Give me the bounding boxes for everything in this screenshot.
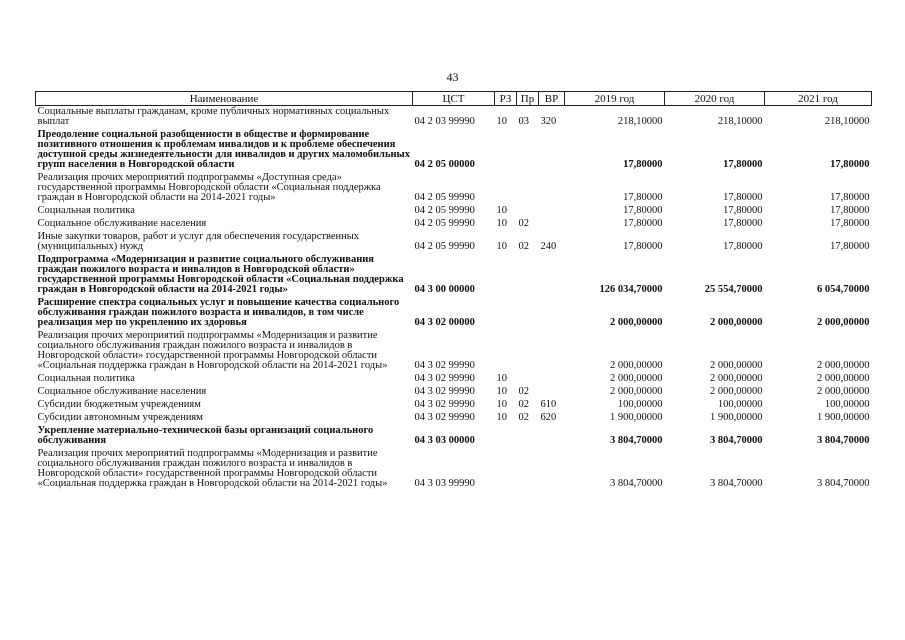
cell-cst: 04 3 02 99990	[414, 360, 475, 371]
cell-pr	[517, 129, 539, 172]
cell-name: Социальная политика	[37, 373, 135, 384]
cell-cst: 04 3 00 00000	[414, 284, 475, 295]
cell-cst: 04 3 03 00000	[414, 435, 475, 446]
cell-rz: 10	[496, 412, 507, 423]
table-row	[36, 218, 872, 231]
cell-pr	[517, 448, 539, 491]
cell-cst: 04 3 03 99990	[414, 478, 475, 489]
cell-2021: 2 000,00000	[817, 360, 870, 371]
cell-vr: 620	[540, 412, 557, 423]
cell-rz: 10	[496, 386, 507, 397]
cell-name: Укрепление материально-технической базы организаций социального обслуживания	[37, 425, 374, 446]
cell-vr	[539, 205, 565, 218]
cell-2020: 2 000,00000	[710, 373, 763, 384]
cell-rz	[495, 330, 517, 373]
cell-vr	[539, 448, 565, 491]
cell-2020: 2 000,00000	[710, 360, 763, 371]
cell-2020: 1 900,00000	[710, 412, 763, 423]
cell-2021: 100,00000	[824, 399, 870, 410]
cell-2021: 17,80000	[830, 218, 870, 229]
table-row	[36, 399, 872, 412]
cell-pr	[517, 330, 539, 373]
cell-2020: 3 804,70000	[710, 435, 763, 446]
cell-2019: 218,10000	[617, 116, 663, 127]
cell-2021: 6 054,70000	[817, 284, 870, 295]
cell-vr	[539, 373, 565, 386]
cell-pr: 02	[518, 241, 529, 252]
cell-2020: 17,80000	[723, 159, 763, 170]
cell-rz	[495, 448, 517, 491]
cell-vr: 240	[540, 241, 557, 252]
cell-2020: 17,80000	[723, 192, 763, 203]
cell-rz	[495, 129, 517, 172]
cell-pr	[517, 205, 539, 218]
cell-2019: 126 034,70000	[599, 284, 663, 295]
cell-2021: 17,80000	[830, 241, 870, 252]
cell-name: Подпрограмма «Модернизация и развитие социального обслуживания граждан пожилого возраста и инвалидов в Новгородской области» государственной программы Новгородской области «Социальная поддержка граждан в Новгородской области на 2014-2021 годы»	[37, 254, 404, 295]
table-row	[36, 205, 872, 218]
cell-rz	[495, 254, 517, 297]
cell-2020: 2 000,00000	[710, 317, 763, 328]
cell-cst: 04 2 05 99990	[414, 218, 475, 229]
cell-2020: 17,80000	[723, 241, 763, 252]
cell-pr	[517, 297, 539, 330]
cell-2021: 1 900,00000	[817, 412, 870, 423]
cell-2020: 2 000,00000	[710, 386, 763, 397]
table-body	[36, 106, 872, 492]
header-cst: ЦСТ	[413, 92, 495, 106]
table-row	[36, 373, 872, 386]
cell-vr	[539, 129, 565, 172]
cell-name: Субсидии автономным учреждениям	[37, 412, 203, 423]
header-2020: 2020 год	[665, 92, 765, 106]
table-row	[36, 231, 872, 254]
cell-rz: 10	[496, 205, 507, 216]
cell-pr: 02	[518, 218, 529, 229]
cell-2021: 17,80000	[830, 192, 870, 203]
cell-2020: 17,80000	[723, 205, 763, 216]
header-name: Наименование	[36, 92, 413, 106]
cell-2021: 2 000,00000	[817, 317, 870, 328]
cell-2021: 17,80000	[830, 159, 870, 170]
header-pr: Пр	[517, 92, 539, 106]
cell-vr	[539, 254, 565, 297]
table-row	[36, 425, 872, 448]
cell-cst: 04 2 03 99990	[414, 116, 475, 127]
cell-2020: 17,80000	[723, 218, 763, 229]
cell-name: Расширение спектра социальных услуг и повышение качества социального обслуживания граждан пожилого возраста и инвалидов, в том числе реализация мер по укреплению их здоровья	[37, 297, 400, 328]
cell-2021: 17,80000	[830, 205, 870, 216]
cell-2019: 2 000,00000	[610, 373, 663, 384]
cell-name: Социальное обслуживание населения	[37, 218, 207, 229]
page-number: 43	[446, 70, 459, 84]
cell-name: Реализация прочих мероприятий подпрограммы «Доступная среда» государственной программы Новгородской области «Социальная поддержка граждан в Новгородской области на 2014-2021 годы»	[37, 172, 381, 203]
cell-cst: 04 3 02 99990	[414, 412, 475, 423]
cell-pr	[517, 425, 539, 448]
cell-rz: 10	[496, 116, 507, 127]
cell-2019: 3 804,70000	[610, 478, 663, 489]
table-row	[36, 330, 872, 373]
cell-vr: 610	[540, 399, 557, 410]
cell-vr	[539, 172, 565, 205]
cell-2019: 100,00000	[617, 399, 663, 410]
cell-vr: 320	[540, 116, 557, 127]
table-row	[36, 386, 872, 399]
cell-cst: 04 2 05 99990	[414, 192, 475, 203]
header-rz: РЗ	[495, 92, 517, 106]
cell-vr	[539, 425, 565, 448]
cell-name: Реализация прочих мероприятий подпрограммы «Модернизация и развитие социального обслуживания граждан пожилого возраста и инвалидов в Новгородской области» государственной программы Новгородской области «Социальная поддержка граждан в Новгородской области на 2014-2021 годы»	[37, 448, 388, 489]
cell-2020: 218,10000	[717, 116, 763, 127]
cell-vr	[539, 330, 565, 373]
cell-2019: 3 804,70000	[610, 435, 663, 446]
cell-2021: 2 000,00000	[817, 373, 870, 384]
cell-2019: 17,80000	[623, 241, 663, 252]
cell-name: Иные закупки товаров, работ и услуг для обеспечения государственных (муниципальных) нужд	[37, 231, 360, 252]
cell-pr	[517, 373, 539, 386]
table-row	[36, 106, 872, 130]
cell-2021: 218,10000	[824, 116, 870, 127]
cell-name: Реализация прочих мероприятий подпрограммы «Модернизация и развитие социального обслуживания граждан пожилого возраста и инвалидов в Новгородской области» государственной программы Новгородской области «Социальная поддержка граждан в Новгородской области на 2014-2021 годы»	[37, 330, 388, 371]
cell-cst: 04 3 02 99990	[414, 386, 475, 397]
table-row	[36, 448, 872, 491]
table-row	[36, 254, 872, 297]
cell-rz: 10	[496, 241, 507, 252]
cell-rz: 10	[496, 218, 507, 229]
cell-name: Социальное обслуживание населения	[37, 386, 207, 397]
cell-2019: 2 000,00000	[610, 360, 663, 371]
cell-cst: 04 2 05 99990	[414, 241, 475, 252]
cell-2019: 17,80000	[623, 218, 663, 229]
cell-rz	[495, 425, 517, 448]
cell-2019: 17,80000	[623, 159, 663, 170]
cell-pr	[517, 172, 539, 205]
cell-rz	[495, 172, 517, 205]
table-header-row	[36, 92, 872, 106]
cell-name: Субсидии бюджетным учреждениям	[37, 399, 201, 410]
cell-cst: 04 2 05 00000	[414, 159, 475, 170]
cell-2020: 25 554,70000	[704, 284, 763, 295]
header-2019: 2019 год	[565, 92, 665, 106]
header-2021: 2021 год	[765, 92, 872, 106]
cell-2021: 3 804,70000	[817, 478, 870, 489]
cell-cst: 04 3 02 99990	[414, 373, 475, 384]
table-row	[36, 412, 872, 425]
cell-2020: 3 804,70000	[710, 478, 763, 489]
cell-name: Социальные выплаты гражданам, кроме публичных нормативных социальных выплат	[37, 106, 390, 127]
cell-pr: 02	[518, 386, 529, 397]
cell-name: Преодоление социальной разобщенности в обществе и формирование позитивного отношения к проблемам инвалидов и к проблеме обеспечения доступной среды жизнедеятельности для инвалидов и других маломобильных групп населения в Новгородской области	[37, 129, 410, 170]
cell-vr	[539, 218, 565, 231]
cell-2019: 1 900,00000	[610, 412, 663, 423]
cell-vr	[539, 386, 565, 399]
cell-cst: 04 2 05 99990	[414, 205, 475, 216]
cell-pr	[517, 254, 539, 297]
cell-cst: 04 3 02 99990	[414, 399, 475, 410]
table-row	[36, 297, 872, 330]
cell-2021: 3 804,70000	[817, 435, 870, 446]
cell-pr: 02	[518, 412, 529, 423]
cell-vr	[539, 297, 565, 330]
cell-2021: 2 000,00000	[817, 386, 870, 397]
cell-pr: 02	[518, 399, 529, 410]
cell-2019: 17,80000	[623, 192, 663, 203]
cell-name: Социальная политика	[37, 205, 135, 216]
cell-2020: 100,00000	[717, 399, 763, 410]
budget-table	[35, 91, 872, 491]
table-row	[36, 129, 872, 172]
cell-cst: 04 3 02 00000	[414, 317, 475, 328]
cell-2019: 17,80000	[623, 205, 663, 216]
table-row	[36, 172, 872, 205]
header-vr: ВР	[539, 92, 565, 106]
cell-rz: 10	[496, 399, 507, 410]
cell-pr: 03	[518, 116, 529, 127]
cell-2019: 2 000,00000	[610, 317, 663, 328]
cell-2019: 2 000,00000	[610, 386, 663, 397]
cell-rz: 10	[496, 373, 507, 384]
cell-rz	[495, 297, 517, 330]
